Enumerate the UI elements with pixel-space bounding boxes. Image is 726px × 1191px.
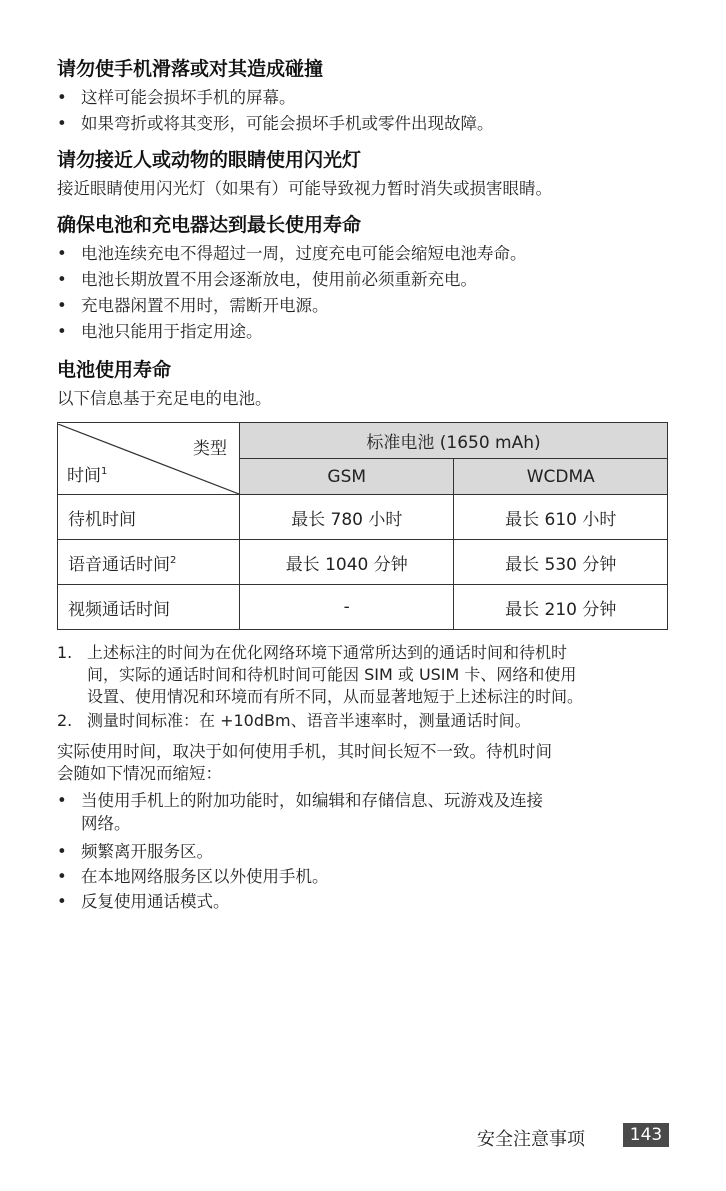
section-heading: 电池使用寿命 — [57, 359, 172, 381]
table-corner-cell — [58, 423, 240, 495]
table-cell: 最长 1040 分钟 — [240, 540, 454, 585]
list-item: • 在本地网络服务区以外使用手机。 — [57, 867, 329, 886]
list-item: • 电池长期放置不用会逐渐放电，使用前必须重新充电。 — [57, 270, 477, 289]
section-heading: 确保电池和充电器达到最长使用寿命 — [57, 214, 362, 236]
section-heading: 请勿使手机滑落或对其造成碰撞 — [57, 58, 324, 80]
paragraph: 接近眼睛使用闪光灯（如果有）可能导致视力暂时消失或损害眼睛。 — [57, 179, 552, 198]
list-item: • 当使用手机上的附加功能时，如编辑和存储信息、玩游戏及连接 — [57, 791, 543, 810]
column-header-gsm: GSM — [240, 459, 454, 495]
list-item: • 如果弯折或将其变形，可能会损坏手机或零件出现故障。 — [57, 114, 494, 133]
column-header-wcdma: WCDMA — [454, 459, 668, 495]
list-item: • 电池只能用于指定用途。 — [57, 322, 263, 341]
table-cell: 最长 610 小时 — [454, 495, 668, 540]
table-cell: 最长 530 分钟 — [454, 540, 668, 585]
list-item-continuation: 网络。 — [81, 814, 131, 833]
section-heading: 请勿接近人或动物的眼睛使用闪光灯 — [57, 149, 362, 171]
row-label: 视频通话时间 — [58, 585, 240, 630]
table-row — [58, 585, 668, 630]
list-item: • 充电器闲置不用时，需断开电源。 — [57, 296, 329, 315]
table-row — [58, 495, 668, 540]
battery-type-header: 标准电池 (1650 mAh) — [240, 423, 668, 459]
page-number: 143 — [623, 1123, 669, 1147]
paragraph: 实际使用时间，取决于如何使用手机，其时间长短不一致。待机时间 — [57, 742, 552, 761]
corner-label-time: 时间$^1$ — [67, 465, 108, 486]
paragraph: 以下信息基于充足电的电池。 — [57, 389, 272, 408]
table-row — [58, 540, 668, 585]
footnote-line: 设置、使用情况和环境而有所不同，从而显著地短于上述标注的时间。 — [87, 687, 584, 706]
battery-life-table — [57, 422, 668, 630]
table-cell: 最长 210 分钟 — [454, 585, 668, 630]
footnote-line: 间，实际的通话时间和待机时间可能因 SIM 或 USIM 卡、网络和使用 — [87, 665, 577, 684]
row-label: 待机时间 — [58, 495, 240, 540]
row-label: 语音通话时间$^2$ — [58, 540, 240, 585]
footer-title: 安全注意事项 — [477, 1129, 585, 1150]
table-cell: - — [240, 585, 454, 630]
paragraph: 会随如下情况而缩短： — [57, 764, 222, 783]
footnote: 1. 上述标注的时间为在优化网络环境下通常所达到的通话时间和待机时 — [57, 643, 568, 662]
table-cell: 最长 780 小时 — [240, 495, 454, 540]
corner-label-type: 类型 — [193, 438, 227, 459]
footnote: 2. 测量时间标准：在 +10dBm、语音半速率时，测量通话时间。 — [57, 711, 531, 730]
list-item: • 这样可能会损坏手机的屏幕。 — [57, 88, 296, 107]
list-item: • 反复使用通话模式。 — [57, 892, 230, 911]
list-item: • 频繁离开服务区。 — [57, 842, 213, 861]
list-item: • 电池连续充电不得超过一周，过度充电可能会缩短电池寿命。 — [57, 244, 527, 263]
